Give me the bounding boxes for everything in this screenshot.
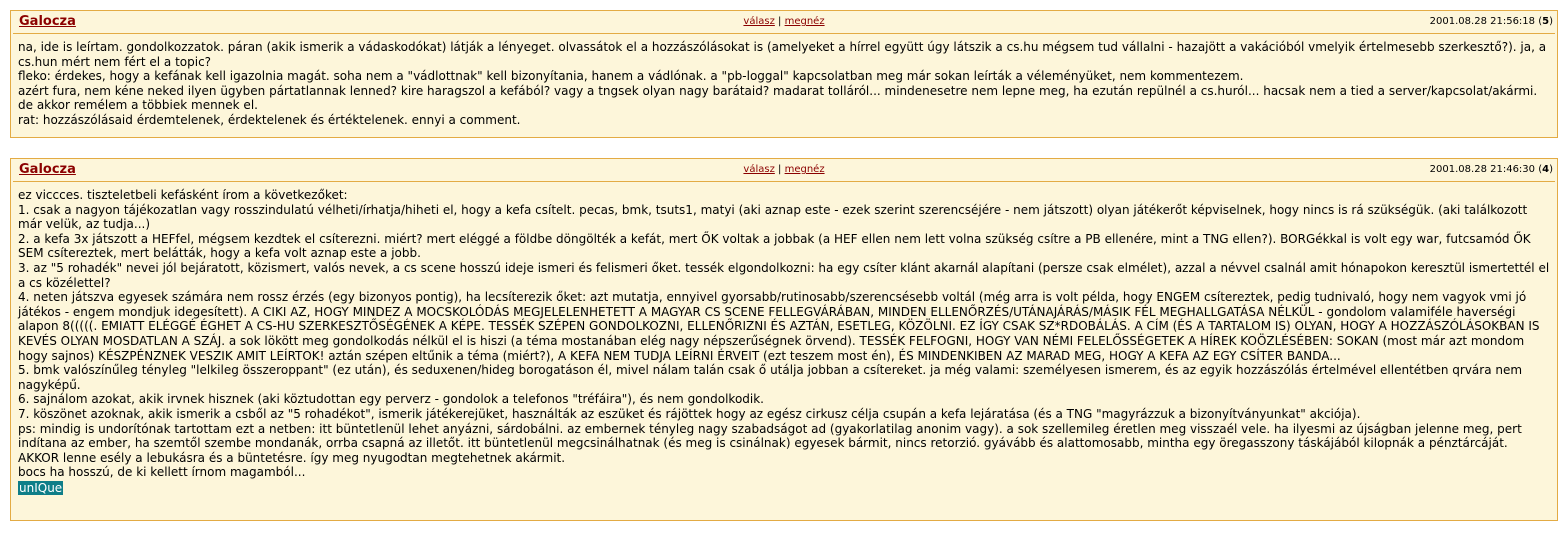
action-separator: |: [778, 164, 782, 175]
comment-datetime: 2001.08.28 21:56:18: [1429, 16, 1536, 27]
comment-line: 1. csak a nagyon tájékozatlan vagy rosszindulatú vélheti/írhatja/hiheti el, hogy a kefa csítelt. pecas, bmk, tsuts1, matyi (aki aznap este - ezek szerint szerencséjére - nem játszott) olyan játékerőt képviselnek, hogy nincs is rá szükségük. (aki találkozott már velük, az tudja...): [18, 202, 1528, 232]
comment-actions: [13, 164, 1555, 175]
view-link[interactable]: megnéz: [784, 16, 825, 27]
signature-badge: unIQue: [19, 480, 63, 495]
comment-line: 3. az "5 rohadék" nevei jól bejáratott, közismert, valós nevek, a cs scene hosszú ideje ismeri és felismeri őket. tessék elgondolkozni: ha egy csíter klánt akarnál alapítani (persze csak elmélet), azzal a névvel csalnál amit hónapokon keresztül ismertettél el a cs közélettel?: [18, 260, 1550, 290]
comment-count: 5: [1542, 16, 1550, 27]
comment-datetime: 2001.08.28 21:46:30: [1429, 164, 1536, 175]
action-separator: |: [778, 16, 782, 27]
comment-body: [11, 34, 1557, 128]
comment-post: [10, 10, 1558, 138]
comment-line: 5. bmk valószínűleg tényleg "lelkileg összeroppant" (ez után), és seduxenen/hideg borogatáson él, mivel nálam talán csak ő utálja jobban a csítereket. ja még valami: személyesen ismerem, és az egyik hozzászólás értelmével ellentétben qrvára nem nagyképű.: [18, 363, 1523, 392]
comment-post: [10, 158, 1558, 521]
comment-line: rat: hozzászólásaid érdemtelenek, érdektelenek és értéktelenek. ennyi a comment.: [18, 112, 521, 127]
comment-line: azért fura, nem kéne neked ilyen ügyben pártatlannak lenned? kire haragszol a kefából? vagy a tngsek olyan nagy barátaid? madarat tolláról... mindenesetre nem lepne meg, ha ezután repülnél a cs.huról... hacsak nem a tied a server/kapcsolat/akármi. de akkor remélem a többiek mennek el.: [18, 83, 1538, 113]
comment-count: 4: [1542, 164, 1550, 175]
reply-link[interactable]: válasz: [743, 16, 775, 27]
comment-line: 2. a kefa 3x játszott a HEFfel, mégsem kezdtek el csíterezni. miért? mert eléggé a földbe döngölték a kefát, mert ŐK voltak a jobbak (a HEF ellen nem lett volna szükség csítre a PB ellenére, mint a TNG ellen?). BORGékkal is volt egy war, futcsamód ŐK SEM csítereztek, mert belátták, hogy a kefa volt aznap este a jobb.: [18, 231, 1531, 261]
author-link[interactable]: Galocza: [19, 162, 76, 177]
comment-body: [11, 182, 1557, 495]
comment-line: ps: mindig is undorítónak tartottam ezt a netben: itt büntetlenül lehet anyázni, sárdobálni. az embernek tényleg nagy szabadságot ad (gyakorlatilag anonim vagy). a sok szellemileg éretlen meg visszaél vele. ha ilyesmi az újságban jelenne meg, pert indítana az ember, ha szemtől szembe mondanák, orrba csapná az illetőt. itt büntetlenül megcsinálhatnak (és meg is csinálnak) egyesek bármit, nincs retorzió. gyávább és alattomosabb, mintha egy öregasszony táskájából kilopnák a pénztárcáját. AKKOR lenne esély a lebukásra és a büntetésre. így meg nyugodtan megtehetnek akármit.: [18, 421, 1522, 465]
comment-line: fleko: érdekes, hogy a kefának kell igazolnia magát. soha nem a "vádlottnak" kell bizonyítania, hanem a vádlónak. a "pb-loggal" kapcsolatban meg már sokan leírták a véleményüket, nem kommentezem.: [18, 69, 1244, 84]
comment-header: [13, 11, 1555, 34]
reply-link[interactable]: válasz: [743, 164, 775, 175]
comment-timestamp: 2001.08.28 21:56:18 (5): [1429, 16, 1553, 27]
comment-line: 6. sajnálom azokat, akik irvnek hisznek (aki köztudottan egy perverz - gondolok a telefonos "tréfáira"), és nem gondolkodik.: [18, 392, 764, 407]
comment-timestamp: 2001.08.28 21:46:30 (4): [1429, 164, 1553, 175]
author-link[interactable]: Galocza: [19, 14, 76, 29]
comment-line: ez viccces. tiszteletbeli kefásként írom a következőket:: [18, 188, 348, 202]
view-link[interactable]: megnéz: [784, 164, 825, 175]
comment-line: 7. köszönet azoknak, akik ismerik a csből az "5 rohadékot", ismerik játékerejüket, használták az eszüket és rájöttek hogy az egész cirkusz célja csupán a kefa lejáratása (és a TNG "magyrázzuk a bizonyítványunkat" akciója).: [18, 406, 1361, 421]
comment-line: na, ide is leírtam. gondolkozzatok. páran (akik ismerik a vádaskodókat) látják a lényeget. olvassátok el a hozzászólásokat is (amelyeket a hírrel együtt úgy látszik a cs.hu mégsem tud vállalni - hazajött a vakációból vmelyik értelmesebb szerkesztő?). ja, a cs.hun mért nem fért el a topic?: [18, 40, 1547, 69]
comment-header: [13, 159, 1555, 182]
comment-line: bocs ha hosszú, de ki kellett írnom magamból...: [18, 465, 306, 480]
comment-line: 4. neten játszva egyesek számára nem rossz érzés (egy bizonyos pontig), ha lecsíterezik őket: azt mutatja, ennyivel gyorsabb/rutinosabb/szerencsésebb voltál (még arra is volt példa, hogy ENGEM csítereztek, pedig tudnivaló, hogy nem vagyok vmi jó játékos - engem mondjuk idegesített). A CIKI AZ, HOGY MINDEZ A MOCSKOLÓDÁS MEGJELELENHETETT A MAGYAR CS SCENE FELLEGVÁRÁBAN, MINDEN ELLENŐRZÉS/UTÁNAJÁRÁS/MÁSIK FÉL MEGHALLGATÁSA NÉLKÜL - gondolom valamiféle haverségi alapon 8(((((. EMIATT ELÉGGÉ ÉGHET A CS-HU SZERKESZTŐSÉGÉNEK A KÉPE. TESSÉK SZÉPEN GONDOLKOZNI, ELLENŐRIZNI ÉS AZTÁN, ESETLEG, KÖZÖLNI. EZ ÍGY CSAK SZ*RDOBÁLÁS. A CÍM (ÉS A TARTALOM IS) OLYAN, HOGY A HOZZÁSZÓLÁSOKBAN IS KEVÉS OLYAN MOSDATLAN A SZÁJ. a sok lökött meg gondolkodás nélkül el is hiszi (a téma mostanában elég nagy népszerűségnek örvend). TESSÉK FELFOGNI, HOGY VAN NÉMI FELELŐSSÉGETEK A HÍREK KOÖZLÉSÉBEN: SOKAN (most már azt mondom hogy sajnos) KÉSZPÉNZNEK VESZIK AMIT LEÍRTOK! aztán szépen eltűnik a téma (miért?), A KEFA NEM TUDJA LEÍRNI ÉRVEIT (ezt teszem most én), ÉS MINDENKIBEN AZ MARAD MEG, HOGY A KEFA AZ EGY CSÍTER BANDA...: [18, 290, 1540, 363]
comment-actions: [13, 16, 1555, 27]
